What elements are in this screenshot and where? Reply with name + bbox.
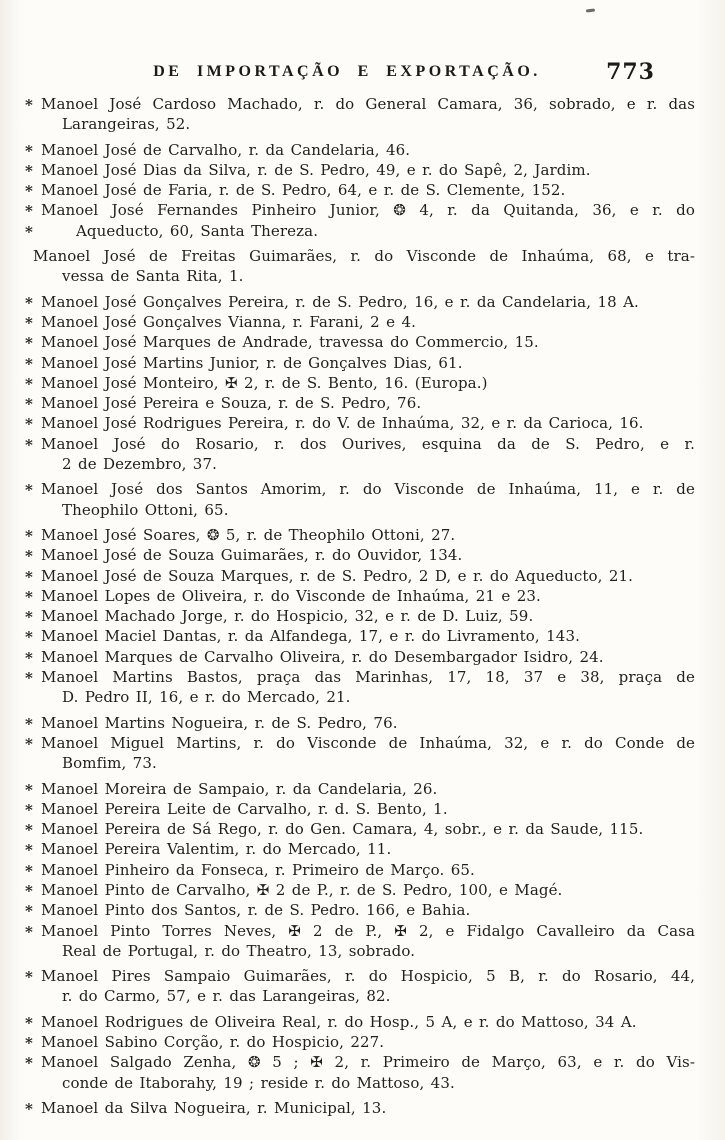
asterisk-marker: *: [25, 800, 33, 819]
asterisk-marker: *: [25, 922, 33, 941]
asterisk-marker: *: [25, 96, 33, 114]
entry-text: Manoel Pinto dos Santos, r. de S. Pedro. 166, e Bahia.: [41, 901, 471, 920]
asterisk-marker: *: [25, 141, 33, 160]
entry-line: [0, 393, 725, 413]
entry-text: r. do Carmo, 57, e r. das Larangeiras, 82.: [62, 987, 391, 1006]
entry-line: [0, 140, 725, 160]
entry-line: [0, 1052, 725, 1072]
entry-text: Manoel Sabino Corção, r. do Hospicio, 227.: [41, 1033, 385, 1052]
entry-line: [0, 266, 725, 286]
entry-line: [0, 160, 725, 180]
entry-line: [0, 413, 725, 433]
entry-text: Manoel Martins Bastos, praça das Marinhas, 17, 18, 37 e 38, praça de: [41, 668, 695, 687]
directory-entry: [0, 1052, 725, 1093]
asterisk-marker: *: [25, 881, 33, 900]
entry-text: Manoel José Martins Junior, r. de Gonçalves Dias, 61.: [41, 353, 463, 372]
asterisk-marker: *: [25, 780, 33, 799]
entry-line: [0, 454, 725, 474]
directory-entry: [0, 900, 725, 920]
entry-text: Manoel Salgado Zenha, ❂ 5 ; ✠ 2, r. Primeiro de Março, 63, e r. do Vis-: [41, 1053, 695, 1072]
directory-entry: [0, 880, 725, 900]
asterisk-marker: *: [25, 669, 33, 688]
directory-entry: [0, 479, 725, 520]
entry-text: Manoel José Monteiro, ✠ 2, r. de S. Bento, 16. (Europa.): [41, 373, 488, 392]
page-header: [0, 0, 725, 94]
directory-entry: [0, 200, 725, 241]
entry-line: [0, 1098, 725, 1118]
asterisk-marker: *: [25, 1013, 33, 1032]
asterisk-marker: *: [25, 968, 33, 987]
entry-line: [0, 246, 725, 266]
directory-entry: [0, 566, 725, 586]
entry-text: conde de Itaborahy, 19 ; reside r. do Mattoso, 43.: [62, 1073, 455, 1092]
entry-line: [0, 941, 725, 961]
entry-text: Manoel José Soares, ❂ 5, r. de Theophilo Ottoni, 27.: [41, 525, 456, 544]
entry-text: Theophilo Ottoni, 65.: [62, 500, 229, 519]
asterisk-marker: *: [25, 567, 33, 586]
asterisk-marker: *: [25, 821, 33, 840]
directory-entry: [0, 434, 725, 475]
entry-line: [0, 606, 725, 626]
directory-entry: [0, 413, 725, 433]
entry-line: [0, 525, 725, 545]
entry-line: [0, 312, 725, 332]
directory-entry: [0, 332, 725, 352]
entry-line: [0, 373, 725, 393]
asterisk-marker: *: [25, 902, 33, 921]
directory-entry: [0, 1032, 725, 1052]
entry-text: Manoel Pereira de Sá Rego, r. do Gen. Camara, 4, sobr., e r. da Saude, 115.: [41, 820, 644, 839]
entry-text: Aqueducto, 60, Santa Thereza.: [76, 221, 319, 240]
entry-line: [0, 1073, 725, 1093]
entry-line: [0, 880, 725, 900]
directory-entry: [0, 1012, 725, 1032]
asterisk-marker: *: [25, 222, 33, 241]
entry-line: [0, 586, 725, 606]
asterisk-marker: *: [25, 481, 33, 500]
entry-line: [0, 986, 725, 1006]
entry-text: Manoel Martins Nogueira, r. de S. Pedro, 76.: [41, 713, 398, 732]
asterisk-marker: *: [25, 354, 33, 373]
entry-text: Manoel José Rodrigues Pereira, r. do V. de Inhaúma, 32, e r. da Carioca, 16.: [41, 414, 644, 433]
directory-entry: [0, 606, 725, 626]
directory-entry: [0, 921, 725, 962]
entry-text: Manoel Pereira Leite de Carvalho, r. d. S. Bento, 1.: [41, 799, 448, 818]
entry-text: Manoel José Fernandes Pinheiro Junior, ❂ 4, r. da Quitanda, 36, e r. do: [41, 201, 695, 220]
entry-text: Manoel Maciel Dantas, r. da Alfandega, 17, e r. do Livramento, 143.: [41, 627, 580, 646]
entry-line: [0, 667, 725, 687]
directory-entry: [0, 373, 725, 393]
entry-text: Manoel Pinheiro da Fonseca, r. Primeiro de Março. 65.: [41, 860, 475, 879]
asterisk-marker: *: [25, 182, 33, 201]
asterisk-marker: *: [25, 714, 33, 733]
entry-line: [0, 180, 725, 200]
entry-line: [0, 292, 725, 312]
entry-text: Manoel José Marques de Andrade, travessa do Commercio, 15.: [41, 333, 539, 352]
entry-text: Manoel Marques de Carvalho Oliveira, r. do Desembargador Isidro, 24.: [41, 647, 604, 666]
asterisk-marker: *: [25, 861, 33, 880]
entry-line: [0, 713, 725, 733]
entry-line: [0, 1032, 725, 1052]
entry-line: [0, 566, 725, 586]
directory-entry: [0, 713, 725, 733]
directory-entry: [0, 667, 725, 708]
directory-entry: [0, 586, 725, 606]
directory-entry: [0, 733, 725, 774]
entry-text: Manoel José Cardoso Machado, r. do General Camara, 36, sobrado, e r. das: [41, 95, 695, 113]
asterisk-marker: *: [25, 526, 33, 545]
directory-entry: [0, 839, 725, 859]
entry-line: [0, 860, 725, 880]
entry-line: [0, 753, 725, 773]
entry-text: 2 de Dezembro, 37.: [62, 455, 217, 474]
entry-line: [0, 500, 725, 520]
asterisk-marker: *: [25, 334, 33, 353]
directory-entry: [0, 312, 725, 332]
entry-text: Manoel Machado Jorge, r. do Hospicio, 32, e r. de D. Luiz, 59.: [41, 607, 534, 626]
entry-text: Manoel José de Souza Guimarães, r. do Ouvidor, 134.: [41, 546, 463, 565]
directory-entry: [0, 647, 725, 667]
entry-text: vessa de Santa Rita, 1.: [62, 267, 244, 286]
directory-entry: [0, 545, 725, 565]
entry-text: Manoel Rodrigues de Oliveira Real, r. do Hosp., 5 A, e r. do Mattoso, 34 A.: [41, 1012, 637, 1031]
entry-line: [0, 779, 725, 799]
entry-text: Manoel Moreira de Sampaio, r. da Candelaria, 26.: [41, 779, 438, 798]
page-number: 773: [606, 59, 655, 85]
entry-text: Manoel José Gonçalves Pereira, r. de S. Pedro, 16, e r. da Candelaria, 18 A.: [41, 292, 639, 311]
asterisk-marker: *: [25, 547, 33, 566]
directory-entry: [0, 1098, 725, 1118]
directory-entry: [0, 140, 725, 160]
asterisk-marker: *: [25, 648, 33, 667]
asterisk-marker: *: [25, 293, 33, 312]
entry-text: Manoel Pinto Torres Neves, ✠ 2 de P., ✠ 2, e Fidalgo Cavalleiro da Casa: [41, 921, 695, 940]
entry-text: Manoel Pinto de Carvalho, ✠ 2 de P., r. de S. Pedro, 100, e Magé.: [41, 880, 563, 899]
entry-line: [0, 1012, 725, 1032]
entry-line: [0, 221, 725, 241]
entry-line: [0, 200, 725, 220]
entry-line: [0, 819, 725, 839]
entry-line: [0, 434, 725, 454]
directory-entry: [0, 819, 725, 839]
entry-text: Manoel José de Freitas Guimarães, r. do Visconde de Inhaúma, 68, e tra-: [33, 247, 695, 266]
asterisk-marker: *: [25, 202, 33, 221]
directory-entry: [0, 180, 725, 200]
asterisk-marker: *: [25, 1034, 33, 1053]
directory-entry: [0, 160, 725, 180]
entry-text: Real de Portugal, r. do Theatro, 13, sobrado.: [62, 941, 416, 960]
entry-text: Manoel Pires Sampaio Guimarães, r. do Hospicio, 5 B, r. do Rosario, 44,: [41, 967, 695, 986]
asterisk-marker: *: [25, 395, 33, 414]
directory-entry: [0, 860, 725, 880]
directory-list: [0, 94, 725, 1118]
asterisk-marker: *: [25, 374, 33, 393]
directory-entry: [0, 799, 725, 819]
asterisk-marker: *: [25, 734, 33, 753]
entry-text: Manoel José Gonçalves Vianna, r. Farani, 2 e 4.: [41, 312, 417, 331]
entry-line: [0, 733, 725, 753]
directory-entry: [0, 779, 725, 799]
asterisk-marker: *: [25, 841, 33, 860]
asterisk-marker: *: [25, 608, 33, 627]
entry-text: Manoel José Dias da Silva, r. de S. Pedro, 49, e r. do Sapê, 2, Jardim.: [41, 160, 591, 179]
asterisk-marker: *: [25, 1054, 33, 1073]
entry-line: [0, 921, 725, 941]
entry-line: [0, 353, 725, 373]
directory-entry: [0, 94, 725, 135]
entry-line: [0, 332, 725, 352]
asterisk-marker: *: [25, 415, 33, 434]
asterisk-marker: *: [25, 1099, 33, 1118]
entry-line: [0, 839, 725, 859]
entry-line: [0, 799, 725, 819]
directory-entry: [0, 525, 725, 545]
entry-text: Manoel José de Carvalho, r. da Candelaria, 46.: [41, 140, 411, 159]
entry-text: D. Pedro II, 16, e r. do Mercado, 21.: [62, 688, 351, 707]
entry-line: [0, 94, 725, 114]
entry-line: [0, 114, 725, 134]
entry-line: [0, 687, 725, 707]
entry-line: [0, 626, 725, 646]
directory-entry: [0, 292, 725, 312]
entry-line: [0, 900, 725, 920]
directory-entry: [0, 353, 725, 373]
entry-text: Manoel José de Faria, r. de S. Pedro, 64, e r. de S. Clemente, 152.: [41, 181, 566, 200]
entry-line: [0, 479, 725, 499]
directory-entry: [0, 966, 725, 1007]
asterisk-marker: *: [25, 161, 33, 180]
asterisk-marker: *: [25, 587, 33, 606]
entry-text: Manoel José Pereira e Souza, r. de S. Pedro, 76.: [41, 394, 422, 413]
entry-text: Bomfim, 73.: [62, 754, 157, 773]
asterisk-marker: *: [25, 435, 33, 454]
entry-text: Manoel Lopes de Oliveira, r. do Visconde de Inhaúma, 21 e 23.: [41, 586, 541, 605]
entry-text: Manoel José dos Santos Amorim, r. do Visconde de Inhaúma, 11, e r. de: [41, 480, 695, 499]
entry-text: Manoel Miguel Martins, r. do Visconde de Inhaúma, 32, e r. do Conde de: [41, 733, 695, 752]
entry-text: Manoel Pereira Valentim, r. do Mercado, 11.: [41, 840, 392, 859]
entry-text: Manoel da Silva Nogueira, r. Municipal, 13.: [41, 1098, 387, 1117]
directory-entry: [0, 626, 725, 646]
asterisk-marker: *: [25, 313, 33, 332]
entry-line: [0, 545, 725, 565]
entry-text: Manoel José de Souza Marques, r. de S. Pedro, 2 D, e r. do Aqueducto, 21.: [41, 566, 634, 585]
asterisk-marker: *: [25, 628, 33, 647]
entry-text: Larangeiras, 52.: [62, 115, 191, 134]
directory-entry: [0, 393, 725, 413]
entry-line: [0, 647, 725, 667]
page-title: DE IMPORTAÇÃO E EXPORTAÇÃO.: [153, 63, 541, 80]
directory-entry: [0, 246, 725, 287]
entry-text: Manoel José do Rosario, r. dos Ourives, esquina da de S. Pedro, e r.: [41, 434, 695, 453]
entry-line: [0, 966, 725, 986]
